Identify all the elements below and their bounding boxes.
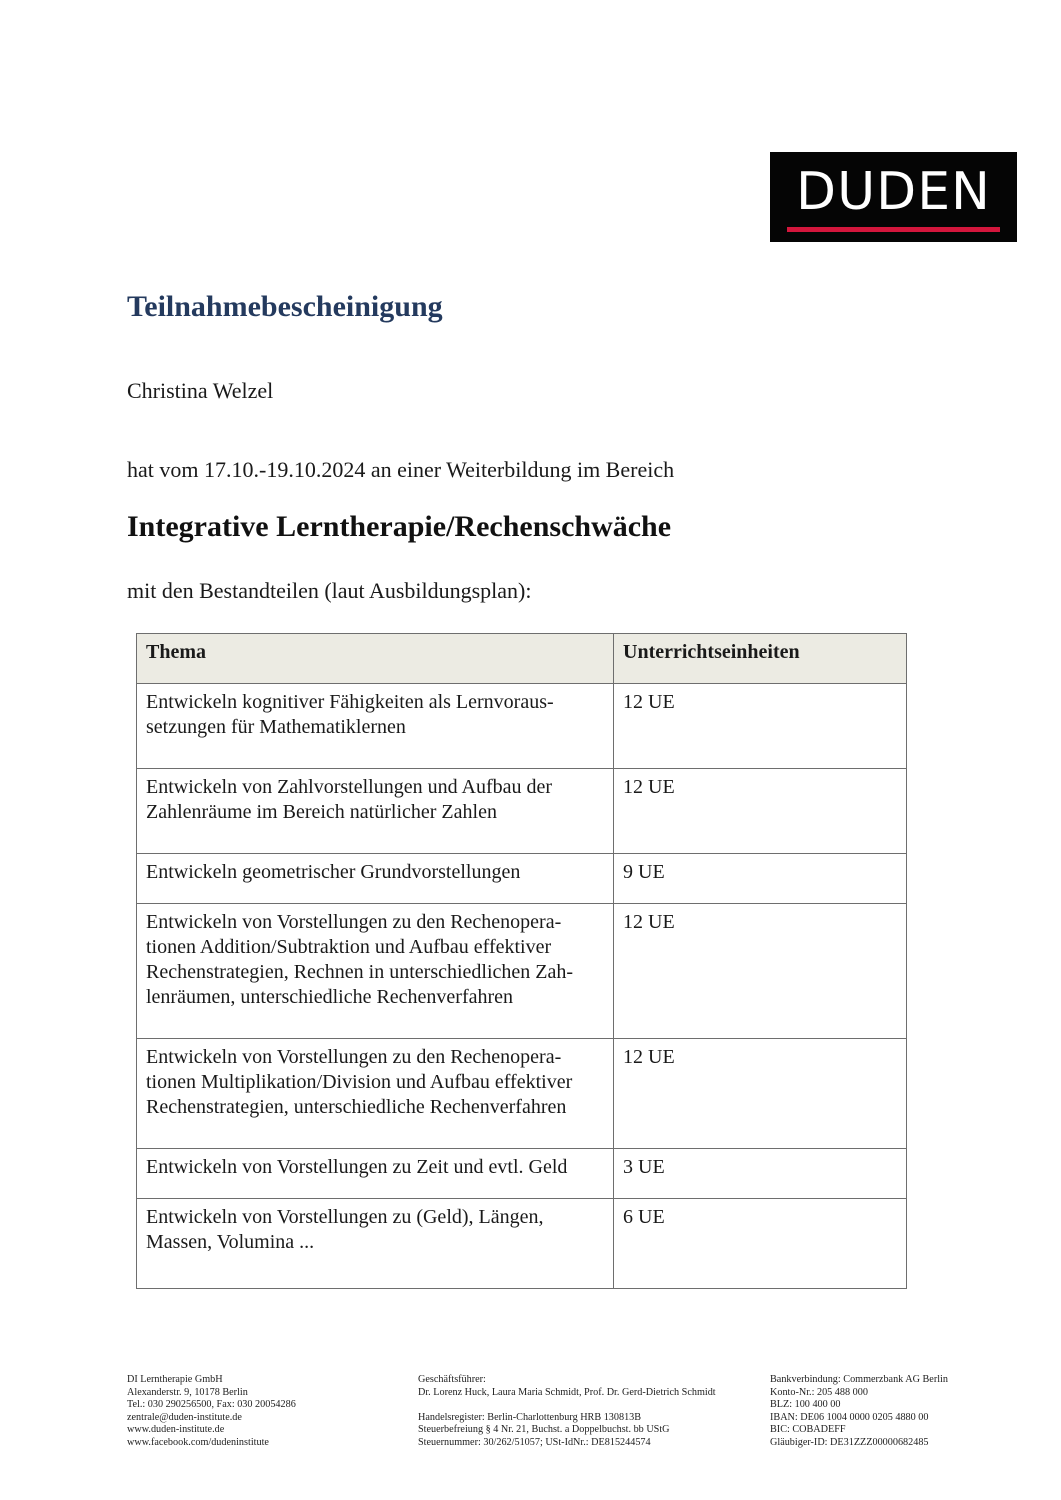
duden-logo (770, 152, 1017, 242)
footer-bank-line: Gläubiger-ID: DE31ZZZ00000682485 (770, 1436, 929, 1448)
footer-management (418, 1374, 716, 1450)
units-cell: 12 UE (614, 769, 907, 854)
footer-company (127, 1374, 296, 1450)
footer-bank-line: Konto-Nr.: 205 488 000 (770, 1386, 868, 1398)
table-row (137, 684, 907, 769)
footer-facebook-link[interactable]: www.facebook.com/dudeninstitute (127, 1436, 269, 1448)
topic-cell: Entwickeln geometrischer Grundvorstellungen (137, 854, 614, 904)
topic-cell: Entwickeln von Vorstellungen zu den Rechenopera-tionen Multiplikation/Division und Aufbau effektiver Rechenstrategien, unterschiedliche Rechenverfahren (137, 1039, 614, 1149)
topic-cell: Entwickeln von Vorstellungen zu Zeit und evtl. Geld (137, 1149, 614, 1199)
footer-website-link[interactable]: www.duden-institute.de (127, 1424, 225, 1436)
table-row (137, 1039, 907, 1149)
header-units: Unterrichtseinheiten (614, 634, 907, 684)
participant-name: Christina Welzel (127, 378, 274, 403)
footer-company-line: Tel.: 030 290256500, Fax: 030 20054286 (127, 1399, 296, 1411)
footer-management-label: Geschäftsführer: (418, 1374, 486, 1385)
units-cell: 12 UE (614, 684, 907, 769)
table-row (137, 1199, 907, 1289)
table-row (137, 769, 907, 854)
topics-table (136, 633, 907, 1289)
footer-register-line: Steuerbefreiung § 4 Nr. 21, Buchst. a Doppelbuchst. bb UStG (418, 1424, 670, 1436)
footer-bank-line: BIC: COBADEFF (770, 1424, 846, 1436)
footer-company-line: DI Lerntherapie GmbH (127, 1374, 223, 1385)
footer-register-line: Handelsregister: Berlin-Charlottenburg HRB 130813B (418, 1411, 642, 1423)
footer-bank-line: IBAN: DE06 1004 0000 0205 4880 00 (770, 1411, 929, 1423)
logo-underline (787, 227, 1000, 232)
course-title: Integrative Lerntherapie/Rechenschwäche (127, 510, 672, 543)
units-cell: 9 UE (614, 854, 907, 904)
footer-company-line: Alexanderstr. 9, 10178 Berlin (127, 1386, 248, 1398)
footer-register-line: Steuernummer: 30/262/51057; USt-IdNr.: DE815244574 (418, 1436, 651, 1448)
table-row (137, 904, 907, 1039)
table-row (137, 1149, 907, 1199)
topic-cell: Entwickeln von Vorstellungen zu den Rechenopera-tionen Addition/Subtraktion und Aufbau effektiver Rechenstrategien, Rechnen in unterschiedlichen Zah-lenräumen, unterschiedliche Rechenverfahren (137, 904, 614, 1039)
units-cell: 3 UE (614, 1149, 907, 1199)
footer-bank (770, 1374, 948, 1450)
topic-cell: Entwickeln von Zahlvorstellungen und Aufbau der Zahlenräume im Bereich natürlicher Zahlen (137, 769, 614, 854)
logo-text: DUDEN (796, 162, 991, 222)
header-topic: Thema (137, 634, 614, 684)
units-cell: 12 UE (614, 904, 907, 1039)
units-cell: 12 UE (614, 1039, 907, 1149)
document-title: Teilnahmebescheinigung (127, 290, 443, 323)
topic-cell: Entwickeln von Vorstellungen zu (Geld), Längen, Massen, Volumina ... (137, 1199, 614, 1289)
units-cell: 6 UE (614, 1199, 907, 1289)
components-intro: mit den Bestandteilen (laut Ausbildungsplan): (127, 578, 532, 603)
footer-bank-line: Bankverbindung: Commerzbank AG Berlin (770, 1374, 948, 1385)
table-row (137, 854, 907, 904)
footer-email-link[interactable]: zentrale@duden-institute.de (127, 1411, 242, 1423)
topic-cell: Entwickeln kognitiver Fähigkeiten als Lernvoraus-setzungen für Mathematiklernen (137, 684, 614, 769)
intro-text: hat vom 17.10.-19.10.2024 an einer Weiterbildung im Bereich (127, 457, 675, 482)
footer-management-names: Dr. Lorenz Huck, Laura Maria Schmidt, Prof. Dr. Gerd-Dietrich Schmidt (418, 1386, 716, 1398)
footer-bank-line: BLZ: 100 400 00 (770, 1399, 841, 1411)
table-header-row (137, 634, 907, 684)
